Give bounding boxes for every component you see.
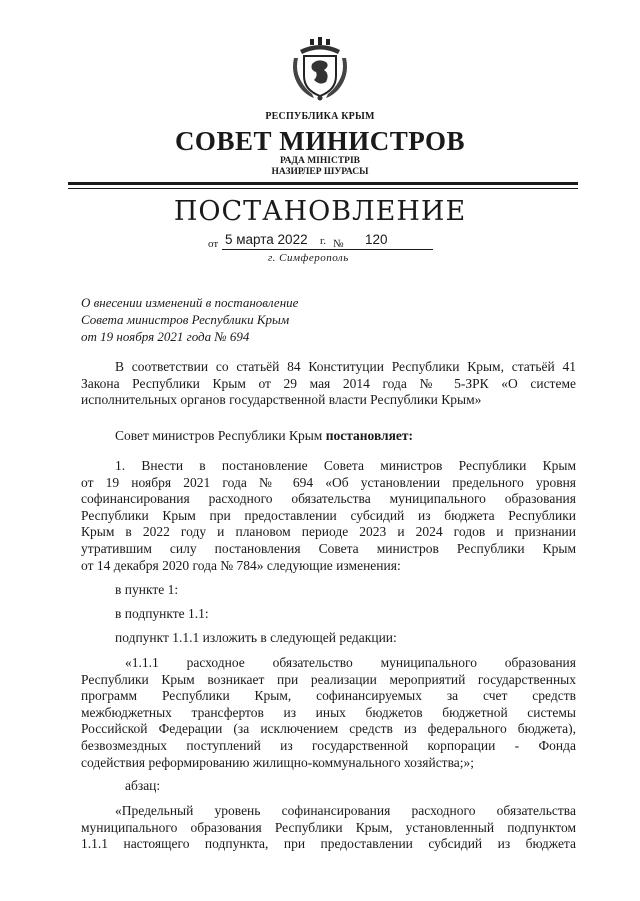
crimea-coat-of-arms-icon — [288, 36, 352, 102]
quote-line: «1.1.1 расходное обязательство муниципального образования — [125, 655, 576, 670]
preamble-line: Закона Республики Крым от 29 мая 2014 года № 5-ЗРК «О системе — [81, 375, 576, 391]
document-subject — [81, 294, 298, 345]
item-line: 1. Внести в постановление Совета министров Республики Крым — [115, 458, 576, 473]
item-line: софинансирования расходного обязательства муниципального образования — [81, 491, 576, 507]
header-rule-thin — [68, 188, 578, 189]
document-title: ПОСТАНОВЛЕНИЕ — [173, 196, 467, 227]
decree-lead: Совет министров Республики Крым — [115, 428, 326, 443]
republic-name: РЕСПУБЛИКА КРЫМ — [265, 111, 375, 122]
quote-line: содействия реформированию жилищно-коммунального хозяйства;»; — [81, 754, 475, 770]
year-suffix: г. — [320, 235, 327, 247]
council-name: СОВЕТ МИНИСТРОВ — [174, 126, 466, 156]
preamble-line: В соответствии со статьёй 84 Конституции Республики Крым, статьёй 41 — [115, 359, 576, 374]
council-name-ukrainian: РАДА МІНІСТРІВ — [279, 156, 360, 166]
instruction: подпункт 1.1.1 изложить в следующей редакции: — [115, 630, 397, 645]
item-line: от 14 декабря 2020 года № 784» следующие изменения: — [81, 557, 401, 573]
quote-line: муниципального образования Республики Крым, установленный подпунктом — [81, 819, 576, 835]
quote-line: программ Республики Крым, софинансируемых за счет средств — [81, 688, 576, 704]
paragraph-label: абзац: — [125, 778, 161, 793]
decree-number: 120 — [365, 232, 388, 247]
quote-line: безвозмездных поступлений из государственной корпорации - Фонда — [81, 737, 576, 753]
quote-line: Российской Федерации (за исключением средств из федерального бюджета), — [81, 721, 576, 737]
quote-line: межбюджетных трансфертов из иных бюджетов бюджетной системы — [81, 704, 576, 720]
decree-date: 5 марта 2022 — [225, 232, 308, 247]
point-1: в пункте 1: — [115, 582, 179, 597]
quote-1-1-1 — [81, 655, 576, 771]
quote-line: Республики Крым возникает при реализации мероприятий государственных — [81, 671, 576, 687]
decree-verb: постановляет: — [325, 428, 414, 443]
item-line: Республики Крым при предоставлении субсидий из бюджета Республики — [81, 507, 576, 523]
item-line: утратившим силу постановления Совета министров Республики Крым — [81, 540, 576, 556]
preamble — [81, 359, 576, 409]
subject-line: О внесении изменений в постановление — [81, 295, 299, 310]
council-name-crimean-tatar: НАЗИРЛЕР ШУРАСЫ — [271, 167, 369, 177]
subject-line: от 19 ноября 2021 года № 694 — [81, 329, 250, 344]
item-line: от 19 ноября 2021 года № 694 «Об установлении предельного уровня — [81, 474, 576, 490]
subject-line: Совета министров Республики Крым — [81, 312, 290, 327]
number-sign: № — [333, 238, 344, 250]
item-line: Крым в 2022 году и плановом периоде 2023 и 2024 годов и признании — [81, 524, 576, 540]
city-name: г. Симферополь — [268, 252, 349, 264]
header-rule-thick — [68, 182, 578, 185]
decree-statement — [81, 428, 576, 445]
quote-2 — [81, 803, 576, 853]
quote-line: 1.1.1 настоящего подпункта, при предоставлении субсидий из бюджета — [81, 836, 576, 852]
dateline — [208, 232, 433, 252]
quote-line: «Предельный уровень софинансирования расходного обязательства — [115, 803, 576, 818]
subpoint-1-1: в подпункте 1.1: — [115, 606, 209, 621]
dateline-underline — [222, 249, 433, 250]
dateline-prefix: от — [208, 238, 219, 250]
preamble-line: исполнительных органов государственной власти Республики Крым» — [81, 392, 482, 408]
item-1 — [81, 458, 576, 574]
